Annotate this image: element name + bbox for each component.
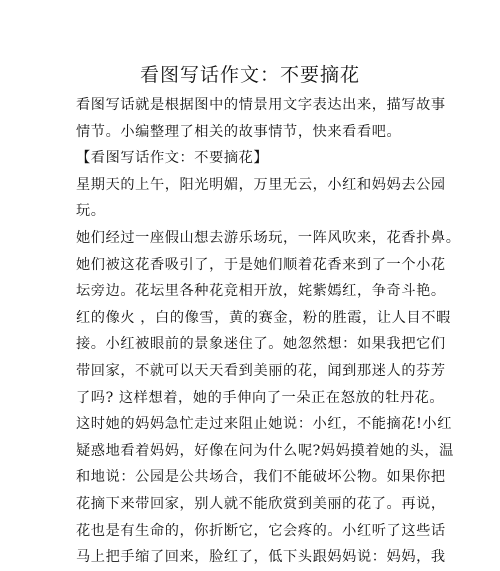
text-line: 马上把手缩了回来，脸红了，低下头跟妈妈说：妈妈，我 [76,549,446,566]
text-line: 看图写话就是根据图中的情景用文字表达出来，描写故事 [76,97,446,113]
text-line: 了吗? 这样想着，她的手伸向了一朵正在怒放的牡丹花。 [76,389,445,406]
text-line: 情节。小编整理了相关的故事情节，快来看看吧。 [76,123,402,140]
text-line: 星期天的上午，阳光明媚，万里无云，小红和妈妈去公园 [76,176,446,193]
document-body [76,92,461,571]
text-line: 花摘下来带回家，别人就不能欣赏到美丽的花了。再说， [76,495,446,512]
text-line: 接。小红被眼前的景象迷住了。她忽然想：如果我把它们 [76,336,446,353]
section-heading: 【看图写话作文：不要摘花】 [76,150,269,167]
text-line: 这时她的妈妈急忙走过来阻止她说：小红，不能摘花!小红 [76,416,452,433]
text-line: 花也是有生命的，你折断它，它会疼的。小红听了这些话 [76,522,446,539]
text-line: 带回家，不就可以天天看到美丽的花，闻到那迷人的芬芳 [76,362,446,379]
text-line: 她们被这花香吸引了，于是她们顺着花香来到了一个小花 [76,256,446,273]
text-line: 红的像火 ，白的像雪，黄的赛金，粉的胜霞，让人目不暇 [76,309,451,326]
text-line: 玩。 [76,203,106,220]
text-line: 和地说：公园是公共场合，我们不能破坏公物。如果你把 [76,469,446,486]
text-line: 疑惑地看着妈妈，好像在问为什么呢?妈妈摸着她的头，温 [76,442,454,459]
text-line: 坛旁边。花坛里各种花竞相开放，姹紫嫣红，争奇斗艳。 [76,283,446,300]
text-line: 她们经过一座假山想去游乐场玩，一阵风吹来，花香扑鼻。 [76,229,461,246]
document-title: 看图写话作文：不要摘花 [139,64,360,86]
